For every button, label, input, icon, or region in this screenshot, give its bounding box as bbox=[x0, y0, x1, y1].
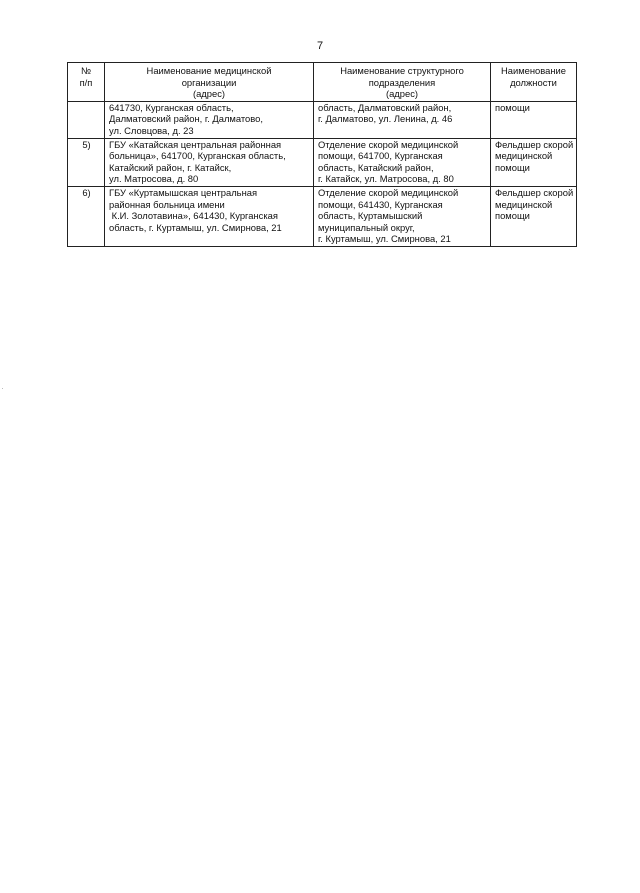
position-cell bbox=[491, 101, 577, 138]
cell-line: 641730, Курганская область, bbox=[109, 101, 234, 113]
header-line: (адрес) bbox=[385, 88, 419, 100]
row-number: 5) bbox=[68, 138, 105, 186]
header-line: № bbox=[80, 65, 92, 76]
row-number bbox=[68, 101, 105, 138]
cell-line: Фельдшер скорой bbox=[495, 138, 574, 150]
scan-speck bbox=[2, 388, 3, 389]
cell-line: больница», 641700, Курганская область, bbox=[109, 150, 286, 162]
table-row bbox=[68, 101, 577, 138]
position-cell bbox=[491, 186, 577, 246]
header-organization bbox=[105, 63, 314, 102]
cell-line: помощи, 641700, Курганская bbox=[318, 150, 443, 162]
cell-line: ГБУ «Куртамышская центральная bbox=[109, 186, 258, 198]
cell-line: помощи bbox=[495, 210, 530, 222]
cell-line: помощи, 641430, Курганская bbox=[318, 198, 443, 210]
organization-cell bbox=[105, 101, 314, 138]
header-line: Наименование структурного bbox=[340, 65, 464, 76]
organization-cell bbox=[105, 186, 314, 246]
cell-line: помощи bbox=[495, 101, 530, 113]
cell-line: область, Куртамышский bbox=[318, 210, 423, 222]
header-structural-unit bbox=[314, 63, 491, 102]
table-header-row bbox=[68, 63, 577, 102]
table-row bbox=[68, 138, 577, 186]
cell-line: К.И. Золотавина», 641430, Курганская bbox=[109, 210, 278, 222]
header-line: п/п bbox=[79, 76, 93, 88]
header-number bbox=[68, 63, 105, 102]
header-line: Наименование медицинской bbox=[146, 65, 272, 76]
header-line: подразделения bbox=[368, 76, 436, 88]
cell-line: Отделение скорой медицинской bbox=[318, 138, 459, 150]
cell-line: Далматовский район, г. Далматово, bbox=[109, 113, 263, 125]
cell-line: помощи bbox=[495, 161, 530, 173]
header-line: организации bbox=[181, 76, 237, 88]
cell-line: г. Куртамыш, ул. Смирнова, 21 bbox=[318, 233, 451, 245]
structural-unit-cell bbox=[314, 186, 491, 246]
header-position bbox=[491, 63, 577, 102]
table-row bbox=[68, 186, 577, 246]
header-line: (адрес) bbox=[192, 88, 226, 100]
header-line: должности bbox=[510, 76, 557, 88]
cell-line: г. Катайск, ул. Матросова, д. 80 bbox=[318, 173, 454, 185]
position-cell bbox=[491, 138, 577, 186]
cell-line: муниципальный округ, bbox=[318, 221, 415, 233]
page-number: 7 bbox=[316, 40, 324, 52]
structural-unit-cell bbox=[314, 101, 491, 138]
cell-line: г. Далматово, ул. Ленина, д. 46 bbox=[318, 113, 453, 125]
cell-line: ул. Словцова, д. 23 bbox=[109, 124, 194, 136]
header-line: Наименование bbox=[501, 65, 566, 76]
cell-line: медицинской bbox=[495, 198, 553, 210]
row-number: 6) bbox=[68, 186, 105, 246]
staff-positions-table bbox=[67, 62, 577, 247]
cell-line: ГБУ «Катайская центральная районная bbox=[109, 138, 282, 150]
cell-line: ул. Матросова, д. 80 bbox=[109, 173, 199, 185]
cell-line: медицинской bbox=[495, 150, 553, 162]
organization-cell bbox=[105, 138, 314, 186]
cell-line: область, г. Куртамыш, ул. Смирнова, 21 bbox=[109, 221, 282, 233]
cell-line: Катайский район, г. Катайск, bbox=[109, 161, 232, 173]
structural-unit-cell bbox=[314, 138, 491, 186]
cell-line: Отделение скорой медицинской bbox=[318, 186, 459, 198]
cell-line: область, Далматовский район, bbox=[318, 101, 452, 113]
cell-line: районная больница имени bbox=[109, 198, 225, 210]
cell-line: область, Катайский район, bbox=[318, 161, 434, 173]
cell-line: Фельдшер скорой bbox=[495, 186, 574, 198]
